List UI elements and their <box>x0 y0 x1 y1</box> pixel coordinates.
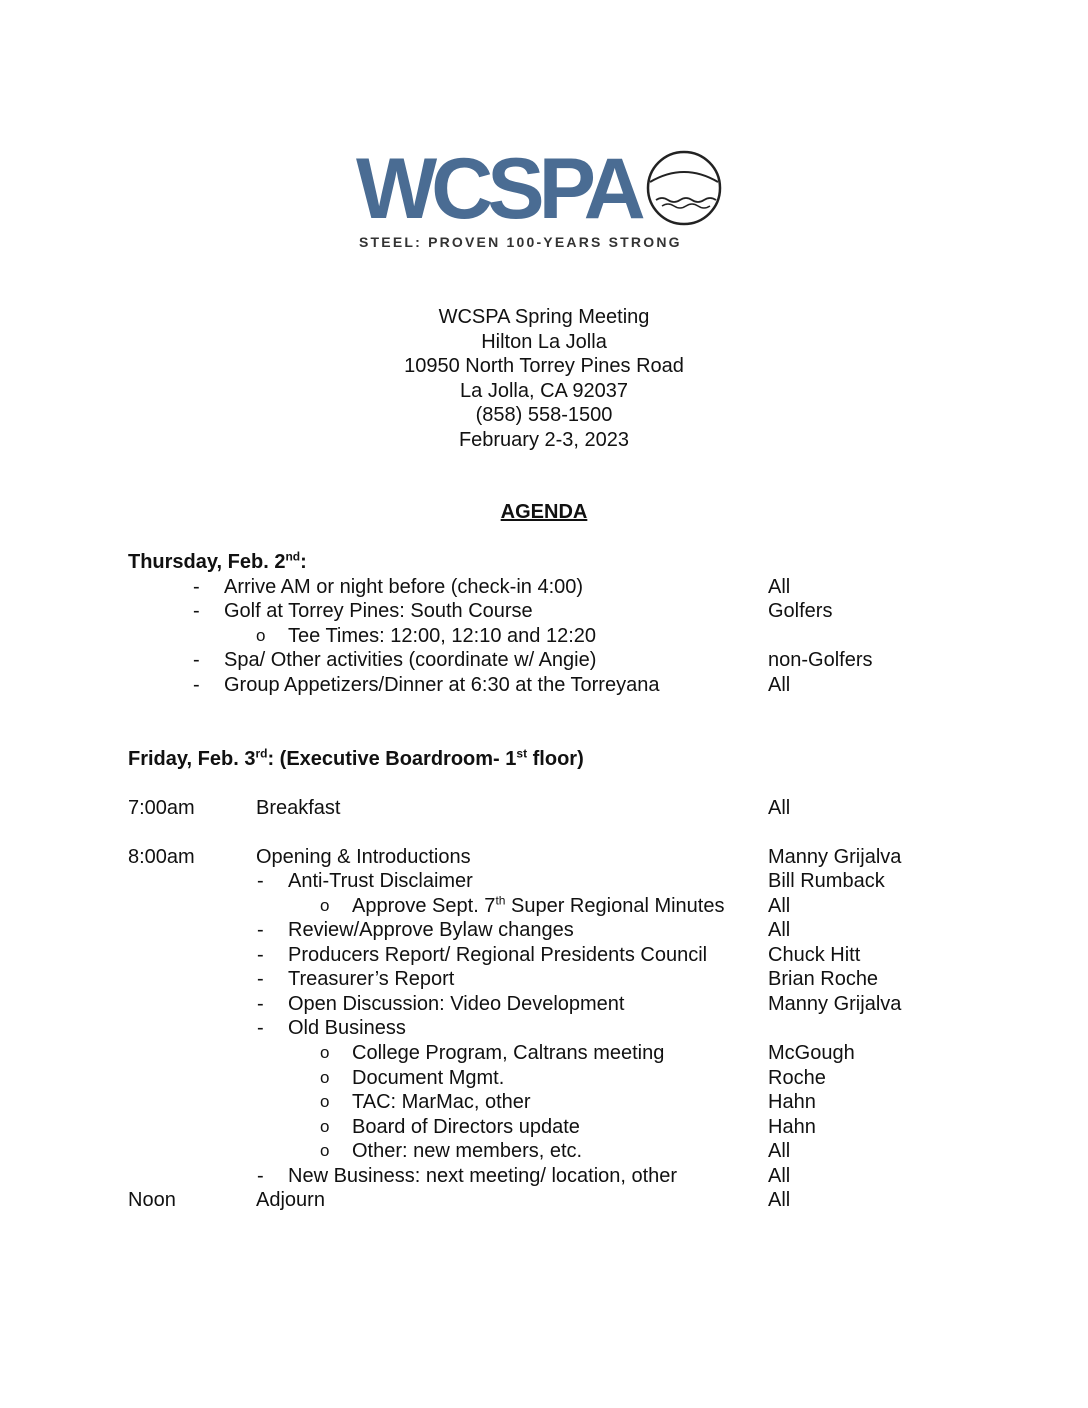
agenda-item: Arrive AM or night before (check-in 4:00) <box>224 576 584 598</box>
agenda-owner: All <box>768 1189 791 1211</box>
venue-name: Hilton La Jolla <box>481 330 607 353</box>
list-marker: - <box>193 576 200 598</box>
list-marker: o <box>320 1068 330 1087</box>
agenda-item: Golf at Torrey Pines: South Course <box>224 600 533 622</box>
agenda-owner: Roche <box>768 1067 826 1089</box>
agenda-owner: McGough <box>768 1042 855 1064</box>
agenda-owner: All <box>768 1165 791 1187</box>
list-marker: o <box>320 896 330 915</box>
agenda-subitem: Tee Times: 12:00, 12:10 and 12:20 <box>288 625 596 647</box>
agenda-item: Group Appetizers/Dinner at 6:30 at the Torreyana <box>224 674 660 696</box>
list-marker: - <box>257 968 264 990</box>
agenda-subitem: College Program, Caltrans meeting <box>352 1042 665 1064</box>
agenda-owner: Brian Roche <box>768 968 879 990</box>
agenda-owner: All <box>768 674 791 696</box>
logo-tagline: STEEL: PROVEN 100-YEARS STRONG <box>359 234 682 250</box>
agenda-item: Anti-Trust Disclaimer <box>288 870 473 892</box>
agenda-subitem: Board of Directors update <box>352 1116 580 1138</box>
agenda-owner: All <box>768 797 791 819</box>
agenda-item: Review/Approve Bylaw changes <box>288 919 574 941</box>
wcspa-logo <box>356 141 732 258</box>
friday-heading: Friday, Feb. 3rd: (Executive Boardroom- 1st floor) <box>128 746 584 770</box>
list-marker: o <box>320 1043 330 1062</box>
agenda-time: 8:00am <box>128 846 195 868</box>
list-marker: - <box>257 1165 264 1187</box>
agenda-item: Opening & Introductions <box>256 846 471 868</box>
agenda-owner: Chuck Hitt <box>768 944 861 966</box>
agenda-owner: Hahn <box>768 1116 816 1138</box>
agenda-owner: non-Golfers <box>768 649 873 671</box>
agenda-item: Spa/ Other activities (coordinate w/ Angie) <box>224 649 597 671</box>
list-marker: - <box>257 1017 264 1039</box>
venue-city: La Jolla, CA 92037 <box>460 379 628 402</box>
list-marker: - <box>257 870 264 892</box>
agenda-owner: Manny Grijalva <box>768 846 902 868</box>
logo-wordmark: WCSPA <box>356 141 640 237</box>
list-marker: o <box>320 1141 330 1160</box>
agenda-owner: All <box>768 919 791 941</box>
agenda-owner: All <box>768 1140 791 1162</box>
venue-street: 10950 North Torrey Pines Road <box>404 355 684 377</box>
thursday-heading: Thursday, Feb. 2nd: <box>128 549 307 573</box>
agenda-title: AGENDA <box>500 501 588 523</box>
globe-wave-icon <box>636 148 732 228</box>
list-marker: - <box>257 993 264 1015</box>
agenda-subitem: Approve Sept. 7th Super Regional Minutes <box>352 893 725 917</box>
list-marker: o <box>320 1092 330 1111</box>
agenda-item: Adjourn <box>256 1189 325 1211</box>
agenda-subitem: Document Mgmt. <box>352 1067 505 1089</box>
meeting-dates: February 2-3, 2023 <box>458 428 630 451</box>
meeting-title: WCSPA Spring Meeting <box>438 306 650 328</box>
agenda-owner: All <box>768 895 791 917</box>
agenda-item: Producers Report/ Regional Presidents Council <box>288 944 708 966</box>
agenda-item: Old Business <box>288 1017 406 1039</box>
agenda-subitem: Other: new members, etc. <box>352 1140 583 1162</box>
agenda-item: Treasurer’s Report <box>288 968 455 990</box>
list-marker: - <box>193 649 200 671</box>
agenda-owner: Golfers <box>768 600 833 622</box>
list-marker: o <box>320 1117 330 1136</box>
agenda-owner: Hahn <box>768 1091 816 1113</box>
venue-phone: (858) 558-1500 <box>475 404 613 426</box>
agenda-item: New Business: next meeting/ location, other <box>288 1165 678 1187</box>
agenda-owner: Manny Grijalva <box>768 993 902 1015</box>
list-marker: - <box>193 674 200 696</box>
agenda-item: Open Discussion: Video Development <box>288 993 625 1015</box>
agenda-owner: Bill Rumback <box>768 870 885 892</box>
agenda-time: 7:00am <box>128 797 195 819</box>
agenda-subitem: TAC: MarMac, other <box>352 1091 531 1113</box>
list-marker: o <box>256 626 266 645</box>
agenda-time: Noon <box>128 1189 176 1211</box>
agenda-item: Breakfast <box>256 797 341 819</box>
list-marker: - <box>193 600 200 622</box>
agenda-owner: All <box>768 576 791 598</box>
list-marker: - <box>257 944 264 966</box>
meeting-header <box>0 305 1088 452</box>
list-marker: - <box>257 919 264 941</box>
